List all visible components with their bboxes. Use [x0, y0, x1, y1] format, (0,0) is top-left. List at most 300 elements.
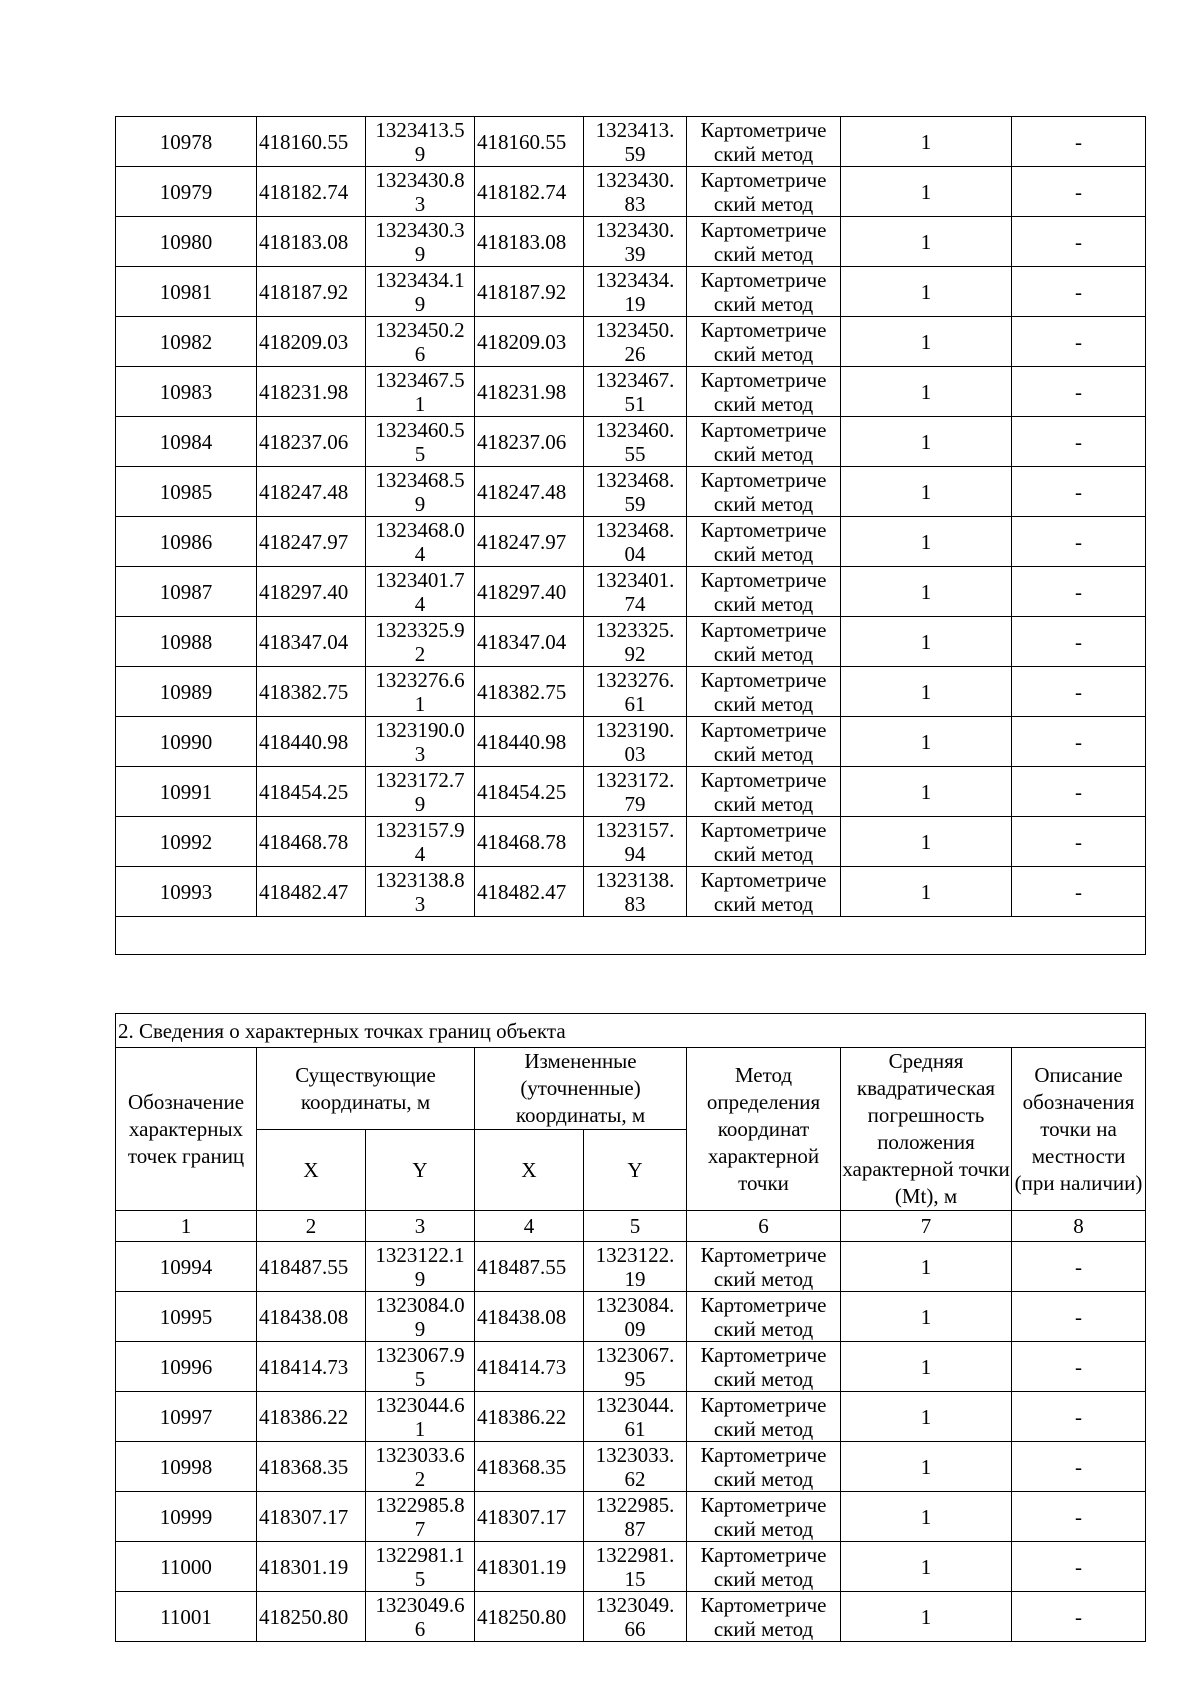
changed-y — [584, 167, 687, 217]
header-changed-y: Y — [584, 1130, 687, 1211]
existing-x: 418297.40 — [257, 567, 366, 617]
changed-y — [584, 367, 687, 417]
changed-y-line2: 15 — [624, 1566, 646, 1591]
existing-y-line1: 1323434.1 — [375, 267, 465, 292]
description: - — [1012, 467, 1146, 517]
changed-x: 418386.22 — [475, 1392, 584, 1442]
table-row-empty — [116, 917, 1146, 955]
changed-x: 418231.98 — [475, 367, 584, 417]
changed-y-line1: 1323434. — [595, 267, 675, 292]
method — [687, 167, 841, 217]
method — [687, 317, 841, 367]
method-line1: Картометриче — [700, 167, 827, 192]
changed-y-line2: 83 — [624, 191, 646, 216]
description: - — [1012, 367, 1146, 417]
table-row — [116, 1292, 1146, 1342]
point-id: 10990 — [116, 717, 257, 767]
existing-y-line1: 1323401.7 — [375, 567, 465, 592]
changed-y-line1: 1323325. — [595, 617, 675, 642]
description: - — [1012, 167, 1146, 217]
method — [687, 1342, 841, 1392]
existing-y-line1: 1323450.2 — [375, 317, 465, 342]
changed-x: 418440.98 — [475, 717, 584, 767]
existing-y — [366, 767, 475, 817]
changed-y — [584, 317, 687, 367]
changed-x: 418301.19 — [475, 1542, 584, 1592]
method-line1: Картометриче — [700, 667, 827, 692]
method-line1: Картометриче — [700, 1492, 827, 1517]
coordinates-table-continued — [115, 116, 1145, 955]
method-line1: Картометриче — [700, 1442, 827, 1467]
mt-value: 1 — [841, 617, 1012, 667]
existing-x: 418482.47 — [257, 867, 366, 917]
existing-y — [366, 717, 475, 767]
point-id: 10982 — [116, 317, 257, 367]
changed-y-line1: 1323067. — [595, 1342, 675, 1367]
point-id: 10998 — [116, 1442, 257, 1492]
method — [687, 717, 841, 767]
point-id: 11000 — [116, 1542, 257, 1592]
existing-y-line1: 1323044.6 — [375, 1392, 465, 1417]
existing-y-line2: 1 — [414, 691, 426, 716]
existing-x: 418347.04 — [257, 617, 366, 667]
mt-value: 1 — [841, 567, 1012, 617]
existing-x: 418247.97 — [257, 517, 366, 567]
changed-y — [584, 517, 687, 567]
existing-x: 418247.48 — [257, 467, 366, 517]
changed-x: 418438.08 — [475, 1292, 584, 1342]
point-id: 10979 — [116, 167, 257, 217]
table-row — [116, 1492, 1146, 1542]
existing-x: 418209.03 — [257, 317, 366, 367]
description: - — [1012, 817, 1146, 867]
existing-x: 418382.75 — [257, 667, 366, 717]
existing-y — [366, 817, 475, 867]
description: - — [1012, 267, 1146, 317]
table-row — [116, 367, 1146, 417]
description: - — [1012, 1292, 1146, 1342]
existing-y-line1: 1323468.0 — [375, 517, 465, 542]
changed-y-line2: 61 — [624, 691, 646, 716]
method-line1: Картометриче — [700, 1392, 827, 1417]
changed-y-line1: 1323122. — [595, 1242, 675, 1267]
method-line2: ский метод — [713, 291, 814, 316]
method-line1: Картометриче — [700, 317, 827, 342]
existing-y — [366, 167, 475, 217]
description: - — [1012, 117, 1146, 167]
table-row — [116, 1442, 1146, 1492]
changed-y — [584, 1442, 687, 1492]
table-row — [116, 617, 1146, 667]
description: - — [1012, 717, 1146, 767]
method-line1: Картометриче — [700, 867, 827, 892]
description: - — [1012, 1592, 1146, 1642]
header-error: Средняя квадратическая погрешность положения характерной точки (Mt), м — [841, 1048, 1012, 1211]
column-number-row — [116, 1211, 1146, 1242]
existing-x: 418438.08 — [257, 1292, 366, 1342]
column-number: 8 — [1012, 1211, 1146, 1242]
mt-value: 1 — [841, 1392, 1012, 1442]
column-number: 5 — [584, 1211, 687, 1242]
existing-y-line2: 9 — [414, 291, 426, 316]
method-line2: ский метод — [713, 741, 814, 766]
table-row — [116, 1342, 1146, 1392]
changed-y-line2: 62 — [624, 1466, 646, 1491]
existing-y — [366, 617, 475, 667]
existing-y — [366, 267, 475, 317]
changed-x: 418237.06 — [475, 417, 584, 467]
mt-value: 1 — [841, 167, 1012, 217]
table-row — [116, 667, 1146, 717]
changed-y — [584, 867, 687, 917]
existing-y — [366, 867, 475, 917]
existing-y-line2: 6 — [414, 1616, 426, 1641]
method-line2: ский метод — [713, 641, 814, 666]
changed-y-line1: 1323138. — [595, 867, 675, 892]
existing-y-line2: 9 — [414, 491, 426, 516]
mt-value: 1 — [841, 717, 1012, 767]
table-1-body — [116, 117, 1146, 917]
description: - — [1012, 217, 1146, 267]
description: - — [1012, 1342, 1146, 1392]
description: - — [1012, 617, 1146, 667]
method-line2: ский метод — [713, 1416, 814, 1441]
method — [687, 467, 841, 517]
mt-value: 1 — [841, 1442, 1012, 1492]
method-line1: Картометриче — [700, 517, 827, 542]
method-line1: Картометриче — [700, 1342, 827, 1367]
changed-x: 418468.78 — [475, 817, 584, 867]
changed-y — [584, 1242, 687, 1292]
changed-y — [584, 817, 687, 867]
existing-y-line2: 9 — [414, 1266, 426, 1291]
existing-y-line2: 7 — [414, 1516, 426, 1541]
existing-y-line2: 5 — [414, 441, 426, 466]
existing-y-line1: 1323190.0 — [375, 717, 465, 742]
method — [687, 1442, 841, 1492]
description: - — [1012, 1442, 1146, 1492]
existing-y — [366, 1442, 475, 1492]
existing-y — [366, 1392, 475, 1442]
point-id: 10980 — [116, 217, 257, 267]
existing-y-line1: 1323430.3 — [375, 217, 465, 242]
changed-x: 418414.73 — [475, 1342, 584, 1392]
changed-y — [584, 1492, 687, 1542]
description: - — [1012, 417, 1146, 467]
existing-y-line1: 1323468.5 — [375, 467, 465, 492]
existing-y-line2: 2 — [414, 641, 426, 666]
table-row — [116, 717, 1146, 767]
changed-x: 418160.55 — [475, 117, 584, 167]
changed-y-line1: 1323430. — [595, 217, 675, 242]
changed-y — [584, 417, 687, 467]
header-changed: Измененные (уточненные) координаты, м — [475, 1048, 687, 1130]
description: - — [1012, 317, 1146, 367]
changed-y-line1: 1323401. — [595, 567, 675, 592]
changed-y-line1: 1323049. — [595, 1592, 675, 1617]
changed-x: 418347.04 — [475, 617, 584, 667]
changed-y-line2: 59 — [624, 141, 646, 166]
existing-y-line1: 1322981.1 — [375, 1542, 465, 1567]
existing-y-line2: 1 — [414, 1416, 426, 1441]
method-line1: Картометриче — [700, 1242, 827, 1267]
existing-y — [366, 1592, 475, 1642]
existing-x: 418386.22 — [257, 1392, 366, 1442]
method-line2: ский метод — [713, 691, 814, 716]
changed-y-line1: 1323084. — [595, 1292, 675, 1317]
method — [687, 267, 841, 317]
method-line2: ский метод — [713, 1466, 814, 1491]
method-line2: ский метод — [713, 1316, 814, 1341]
existing-y-line2: 3 — [414, 191, 426, 216]
point-id: 10993 — [116, 867, 257, 917]
column-number: 4 — [475, 1211, 584, 1242]
point-id: 10988 — [116, 617, 257, 667]
existing-y-line1: 1323172.7 — [375, 767, 465, 792]
changed-y-line2: 87 — [624, 1516, 646, 1541]
mt-value: 1 — [841, 267, 1012, 317]
method-line2: ский метод — [713, 1566, 814, 1591]
existing-y — [366, 1542, 475, 1592]
mt-value: 1 — [841, 367, 1012, 417]
changed-y-line1: 1323190. — [595, 717, 675, 742]
method-line1: Картометриче — [700, 617, 827, 642]
existing-y-line1: 1323049.6 — [375, 1592, 465, 1617]
method-line1: Картометриче — [700, 1542, 827, 1567]
method — [687, 417, 841, 467]
method-line1: Картометриче — [700, 267, 827, 292]
mt-value: 1 — [841, 1542, 1012, 1592]
point-id: 10983 — [116, 367, 257, 417]
changed-x: 418454.25 — [475, 767, 584, 817]
changed-y-line2: 55 — [624, 441, 646, 466]
method-line2: ский метод — [713, 1516, 814, 1541]
changed-y-line1: 1322981. — [595, 1542, 675, 1567]
changed-y — [584, 1392, 687, 1442]
description: - — [1012, 1542, 1146, 1592]
existing-y — [366, 1492, 475, 1542]
section-title: 2. Сведения о характерных точках границ объекта — [116, 1014, 1146, 1048]
existing-y-line2: 3 — [414, 891, 426, 916]
table-row — [116, 1592, 1146, 1642]
point-id: 10978 — [116, 117, 257, 167]
method-line2: ский метод — [713, 391, 814, 416]
existing-y-line1: 1323460.5 — [375, 417, 465, 442]
table-row — [116, 767, 1146, 817]
existing-y — [366, 367, 475, 417]
changed-y-line1: 1323468. — [595, 517, 675, 542]
description: - — [1012, 867, 1146, 917]
point-id: 10996 — [116, 1342, 257, 1392]
point-id: 10994 — [116, 1242, 257, 1292]
existing-y-line1: 1323276.6 — [375, 667, 465, 692]
existing-y-line1: 1323413.5 — [375, 117, 465, 142]
existing-y-line2: 1 — [414, 391, 426, 416]
table-row — [116, 567, 1146, 617]
existing-y-line2: 9 — [414, 241, 426, 266]
existing-y-line1: 1323325.9 — [375, 617, 465, 642]
point-id: 10989 — [116, 667, 257, 717]
changed-y-line2: 92 — [624, 641, 646, 666]
changed-x: 418297.40 — [475, 567, 584, 617]
table-row — [116, 817, 1146, 867]
table-row — [116, 217, 1146, 267]
point-id: 10986 — [116, 517, 257, 567]
header-existing: Существующие координаты, м — [257, 1048, 475, 1130]
existing-y — [366, 567, 475, 617]
changed-y-line2: 51 — [624, 391, 646, 416]
method-line1: Картометриче — [700, 817, 827, 842]
existing-y-line2: 4 — [414, 541, 426, 566]
description: - — [1012, 767, 1146, 817]
changed-y-line1: 1323172. — [595, 767, 675, 792]
changed-y-line2: 04 — [624, 541, 646, 566]
mt-value: 1 — [841, 867, 1012, 917]
changed-x: 418183.08 — [475, 217, 584, 267]
table-row — [116, 317, 1146, 367]
changed-y-line2: 09 — [624, 1316, 646, 1341]
mt-value: 1 — [841, 217, 1012, 267]
existing-y-line1: 1323067.9 — [375, 1342, 465, 1367]
description: - — [1012, 1242, 1146, 1292]
changed-y-line2: 26 — [624, 341, 646, 366]
method-line1: Картометриче — [700, 567, 827, 592]
changed-x: 418182.74 — [475, 167, 584, 217]
mt-value: 1 — [841, 1492, 1012, 1542]
existing-y-line2: 3 — [414, 741, 426, 766]
existing-x: 418454.25 — [257, 767, 366, 817]
method-line1: Картометриче — [700, 117, 827, 142]
column-number: 6 — [687, 1211, 841, 1242]
changed-y-line2: 83 — [624, 891, 646, 916]
existing-y-line2: 2 — [414, 1466, 426, 1491]
method — [687, 617, 841, 667]
method-line2: ский метод — [713, 791, 814, 816]
method-line2: ский метод — [713, 891, 814, 916]
method — [687, 667, 841, 717]
changed-y — [584, 1542, 687, 1592]
method-line1: Картометриче — [700, 217, 827, 242]
method-line2: ский метод — [713, 1266, 814, 1291]
changed-y-line1: 1323157. — [595, 817, 675, 842]
point-id: 11001 — [116, 1592, 257, 1642]
changed-y — [584, 217, 687, 267]
changed-y — [584, 717, 687, 767]
changed-y-line1: 1323033. — [595, 1442, 675, 1467]
existing-x: 418187.92 — [257, 267, 366, 317]
method — [687, 517, 841, 567]
changed-y — [584, 1342, 687, 1392]
changed-y — [584, 1592, 687, 1642]
changed-x: 418250.80 — [475, 1592, 584, 1642]
column-number: 7 — [841, 1211, 1012, 1242]
table-row — [116, 1242, 1146, 1292]
table-row — [116, 867, 1146, 917]
changed-y-line1: 1323468. — [595, 467, 675, 492]
mt-value: 1 — [841, 517, 1012, 567]
method — [687, 367, 841, 417]
header-existing-y: Y — [366, 1130, 475, 1211]
method — [687, 867, 841, 917]
changed-y-line2: 66 — [624, 1616, 646, 1641]
header-changed-x: X — [475, 1130, 584, 1211]
table-1 — [115, 116, 1146, 955]
changed-y-line1: 1323044. — [595, 1392, 675, 1417]
method-line2: ский метод — [713, 591, 814, 616]
changed-y-line1: 1323413. — [595, 117, 675, 142]
changed-y-line1: 1323467. — [595, 367, 675, 392]
table-row — [116, 417, 1146, 467]
changed-y-line2: 19 — [624, 291, 646, 316]
existing-y — [366, 417, 475, 467]
changed-x: 418368.35 — [475, 1442, 584, 1492]
method — [687, 117, 841, 167]
changed-x: 418487.55 — [475, 1242, 584, 1292]
existing-y-line1: 1323467.5 — [375, 367, 465, 392]
changed-y-line2: 03 — [624, 741, 646, 766]
changed-y-line2: 39 — [624, 241, 646, 266]
existing-y-line1: 1323122.1 — [375, 1242, 465, 1267]
table-2-body — [116, 1242, 1146, 1642]
mt-value: 1 — [841, 317, 1012, 367]
changed-y-line1: 1323276. — [595, 667, 675, 692]
existing-y — [366, 667, 475, 717]
changed-y — [584, 617, 687, 667]
mt-value: 1 — [841, 667, 1012, 717]
table-row — [116, 517, 1146, 567]
method — [687, 1392, 841, 1442]
changed-y — [584, 117, 687, 167]
table-row — [116, 267, 1146, 317]
header-method: Метод определения координат характерной точки — [687, 1048, 841, 1211]
changed-y-line2: 61 — [624, 1416, 646, 1441]
changed-y-line2: 95 — [624, 1366, 646, 1391]
changed-y — [584, 1292, 687, 1342]
existing-y-line1: 1323138.8 — [375, 867, 465, 892]
changed-y-line2: 59 — [624, 491, 646, 516]
changed-x: 418307.17 — [475, 1492, 584, 1542]
changed-y — [584, 667, 687, 717]
existing-y-line1: 1323033.6 — [375, 1442, 465, 1467]
existing-x: 418414.73 — [257, 1342, 366, 1392]
method — [687, 1542, 841, 1592]
existing-y-line2: 4 — [414, 841, 426, 866]
table-row — [116, 167, 1146, 217]
method-line2: ский метод — [713, 191, 814, 216]
point-id: 10997 — [116, 1392, 257, 1442]
changed-x: 418482.47 — [475, 867, 584, 917]
header-designation: Обозначение характерных точек границ — [116, 1048, 257, 1211]
existing-y-line2: 5 — [414, 1566, 426, 1591]
existing-x: 418160.55 — [257, 117, 366, 167]
existing-x: 418183.08 — [257, 217, 366, 267]
method-line2: ский метод — [713, 241, 814, 266]
existing-x: 418307.17 — [257, 1492, 366, 1542]
method-line1: Картометриче — [700, 717, 827, 742]
existing-x: 418237.06 — [257, 417, 366, 467]
changed-y-line1: 1322985. — [595, 1492, 675, 1517]
existing-y-line2: 5 — [414, 1366, 426, 1391]
changed-x: 418247.48 — [475, 467, 584, 517]
header-existing-x: X — [257, 1130, 366, 1211]
changed-y-line2: 79 — [624, 791, 646, 816]
table-row — [116, 467, 1146, 517]
existing-x: 418182.74 — [257, 167, 366, 217]
method-line1: Картометриче — [700, 1292, 827, 1317]
existing-y — [366, 217, 475, 267]
description: - — [1012, 1392, 1146, 1442]
existing-y-line1: 1323430.8 — [375, 167, 465, 192]
